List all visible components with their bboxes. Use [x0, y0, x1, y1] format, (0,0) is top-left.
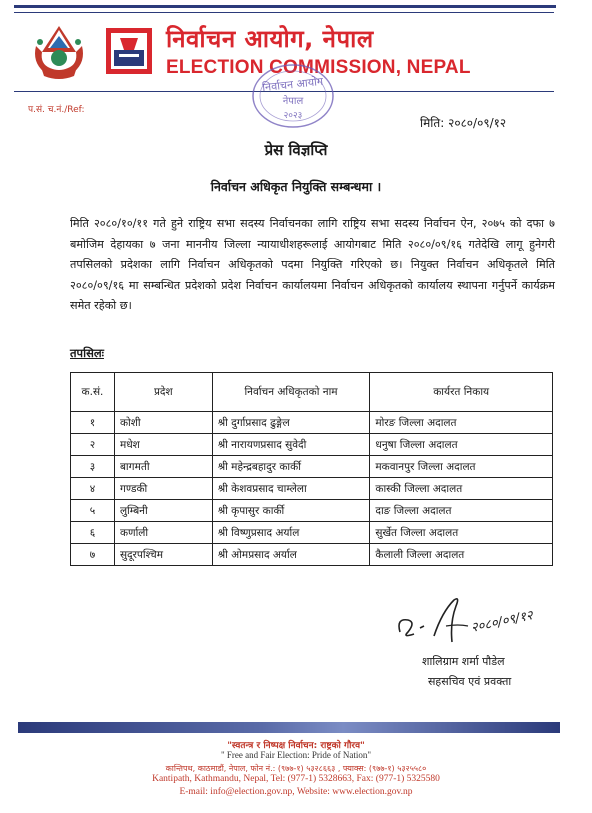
cell-serial: १ [71, 412, 115, 434]
cell-province: मधेश [114, 434, 212, 456]
footer-motto-english: " Free and Fair Election: Pride of Nation" [220, 750, 372, 760]
cell-province: गण्डकी [114, 478, 212, 500]
footer-contact: E-mail: info@election.gov.np, Website: www.election.gov.np [179, 787, 413, 797]
cell-serial: ६ [71, 522, 115, 544]
cell-province: लुम्बिनी [114, 500, 212, 522]
table-header-row [71, 373, 553, 412]
reference-number-label: प.सं. च.नं./Ref: [28, 105, 85, 115]
cell-officer-name: श्री नारायणप्रसाद सुवेदी [212, 434, 370, 456]
column-header-serial: क.सं. [71, 373, 115, 412]
details-heading: तपसिलः [70, 346, 104, 360]
footer-motto-nepali: "स्वतन्त्र र निष्पक्ष निर्वाचन: राष्ट्रको गौरव" [227, 741, 365, 751]
table-row [71, 522, 553, 544]
commission-name-nepali: निर्वाचन आयोग, नेपाल [166, 25, 374, 53]
stamp-line-1: निर्वाचन आयोग [261, 74, 324, 95]
footer-address-nepali: कान्तिपथ, काठमाडौं, नेपाल, फोन नं.: (९७७-१) ५३२८६६३ , फ्याक्स: (९७७-१) ५३२५५८० [165, 764, 427, 773]
cell-province: कोशी [114, 412, 212, 434]
table-row [71, 412, 553, 434]
press-release-subject: निर्वाचन अधिकृत नियुक्ति सम्बन्धमा । [210, 179, 382, 194]
handwritten-signature [394, 592, 564, 648]
cell-serial: ५ [71, 500, 115, 522]
footer-address-english: Kantipath, Kathmandu, Nepal, Tel: (977-1) 5328663, Fax: (977-1) 5325580 [152, 774, 440, 784]
cell-office: कैलाली जिल्ला अदालत [370, 544, 553, 566]
cell-serial: ३ [71, 456, 115, 478]
nepal-emblem-icon [28, 22, 90, 80]
footer-rule [18, 722, 560, 733]
cell-officer-name: श्री केशवप्रसाद चाम्लेला [212, 478, 370, 500]
cell-serial: २ [71, 434, 115, 456]
cell-office: मोरङ जिल्ला अदालत [370, 412, 553, 434]
cell-serial: ४ [71, 478, 115, 500]
press-release-body: मिति २०८०/१०/११ गते हुने राष्ट्रिय सभा सदस्य निर्वाचनका लागि राष्ट्रिय सभा सदस्य निर्वाचन ऐन, २०७५ को दफा ७ बमोजिम देहायका ७ जना माननीय जिल्ला न्यायाधीशहरूलाई आयोगबाट मिति २०८०/०९/१६ गतेदेखि लागू हुनेगरी तपसिलको प्रदेशका लागि निर्वाचन अधिकृतको पदमा नियुक्ति गरिएको छ। नियुक्त निर्वाचन अधिकृतले मिति २०८०/०९/१६ मा सम्बन्धित प्रदेशको प्रदेश निर्वाचन कार्यालयमा निर्वाचन अधिकृतको कार्यालय स्थापना गर्नुपर्ने कार्यक्रम समेत रहेको छ। [70, 217, 555, 312]
signatory-title: सहसचिव एवं प्रवक्ता [428, 675, 512, 688]
cell-officer-name: श्री महेन्द्रबहादुर कार्की [212, 456, 370, 478]
cell-office: सुर्खेत जिल्ला अदालत [370, 522, 553, 544]
cell-serial: ७ [71, 544, 115, 566]
cell-province: कर्णाली [114, 522, 212, 544]
cell-officer-name: श्री कृपासुर कार्की [212, 500, 370, 522]
cell-office: मकवानपुर जिल्ला अदालत [370, 456, 553, 478]
press-release-title: प्रेस विज्ञप्ति [264, 141, 328, 159]
cell-officer-name: श्री दुर्गाप्रसाद ढुङ्गेल [212, 412, 370, 434]
stamp-line-3: २०२३ [283, 111, 303, 121]
stamp-line-2: नेपाल [282, 96, 304, 107]
election-commission-logo-icon [106, 28, 152, 74]
appointments-table [70, 372, 553, 566]
cell-officer-name: श्री विष्णुप्रसाद अर्याल [212, 522, 370, 544]
header-top-rule [14, 5, 556, 8]
cell-office: कास्की जिल्ला अदालत [370, 478, 553, 500]
commission-name-english: ELECTION COMMISSION, NEPAL [166, 57, 471, 78]
official-stamp [250, 62, 336, 130]
column-header-officer-name: निर्वाचन अधिकृतको नाम [212, 373, 370, 412]
table-row [71, 544, 553, 566]
cell-province: बागमती [114, 456, 212, 478]
letter-date: मिति: २०८०/०९/१२ [420, 116, 507, 130]
signature-date: २०८०/०९/१२ [469, 608, 535, 636]
table-row [71, 456, 553, 478]
cell-office: धनुषा जिल्ला अदालत [370, 434, 553, 456]
column-header-office: कार्यरत निकाय [370, 373, 553, 412]
cell-province: सुदूरपश्चिम [114, 544, 212, 566]
signatory-name: शालिग्राम शर्मा पौडेल [422, 655, 505, 668]
table-row [71, 478, 553, 500]
cell-officer-name: श्री ओमप्रसाद अर्याल [212, 544, 370, 566]
table-row [71, 434, 553, 456]
table-row [71, 500, 553, 522]
column-header-province: प्रदेश [114, 373, 212, 412]
cell-office: दाङ जिल्ला अदालत [370, 500, 553, 522]
